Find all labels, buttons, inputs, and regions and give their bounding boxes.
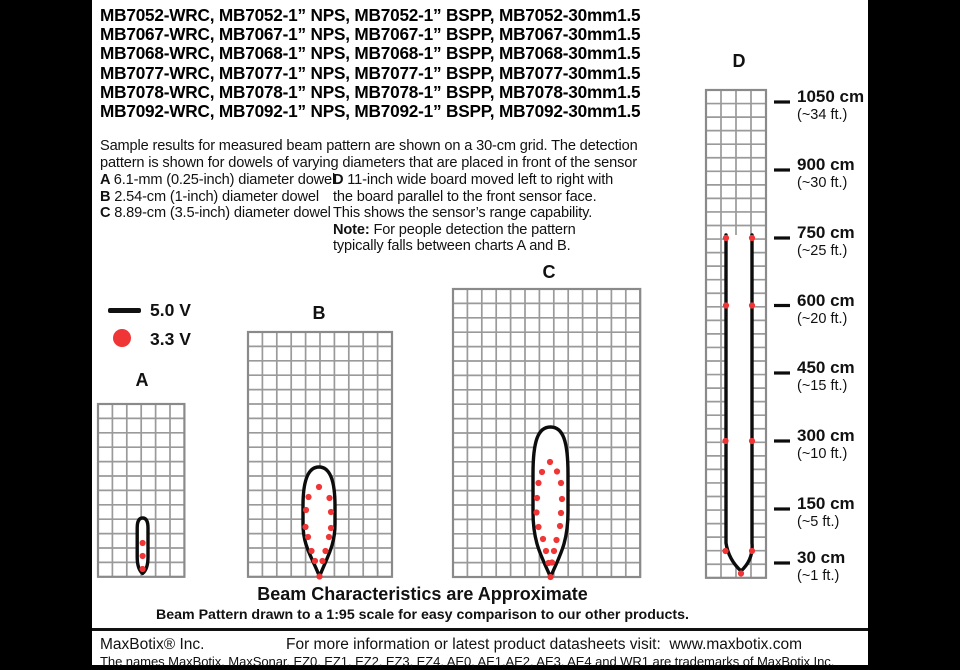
footer-company: MaxBotix® Inc. — [100, 636, 205, 653]
range-label — [797, 223, 855, 260]
model-number-list — [100, 6, 640, 121]
note-line: typically falls between charts A and B. — [333, 238, 571, 255]
intro-line: Sample results for measured beam pattern are shown on a 30-cm grid. The detection — [100, 138, 638, 154]
range-cm-value: 900 cm — [797, 155, 855, 174]
range-cm-value: 450 cm — [797, 358, 855, 377]
range-label — [797, 494, 855, 531]
chart-b-label: B — [312, 303, 326, 323]
intro-paragraph — [100, 138, 638, 171]
range-ft-value: (~30 ft.) — [797, 175, 848, 191]
caption-approximate: Beam Characteristics are Approximate — [257, 584, 588, 604]
range-ft-value: (~1 ft.) — [797, 568, 840, 584]
range-cm-value: 750 cm — [797, 223, 855, 242]
model-line: MB7078-WRC, MB7078-1” NPS, MB7078-1” BSPP, MB7078-30mm1.5 — [100, 81, 641, 102]
range-label — [797, 87, 864, 124]
legend-3v3-label: 3.3 V — [150, 329, 191, 349]
range-ft-value: (~20 ft.) — [797, 310, 848, 327]
range-cm-value: 30 cm — [797, 548, 846, 567]
dowel-item-c: C 8.89-cm (3.5-inch) diameter dowel — [100, 205, 331, 222]
chart-c-label: C — [542, 262, 556, 282]
dowel-list — [100, 172, 335, 222]
range-ft-value: (~15 ft.) — [797, 378, 848, 394]
footer-visit-text: For more information or latest product datasheets visit: www.maxbotix.com — [286, 636, 803, 653]
range-label — [797, 358, 855, 395]
note-line: Note: For people detection the pattern — [333, 221, 576, 238]
range-ft-value: (~10 ft.) — [797, 446, 848, 462]
range-ft-value: (~25 ft.) — [797, 243, 848, 259]
intro-line: pattern is shown for dowels of varying diameters that are placed in front of the sensor — [100, 154, 637, 171]
model-line: MB7077-WRC, MB7077-1” NPS, MB7077-1” BSPP, MB7077-30mm1.5 — [100, 62, 641, 83]
caption-scale: Beam Pattern drawn to a 1:95 scale for easy comparison to our other products. — [156, 607, 689, 623]
legend-5v-line-swatch — [108, 308, 141, 313]
board-description — [333, 172, 613, 255]
footer-rule — [92, 628, 868, 631]
model-line: MB7067-WRC, MB7067-1” NPS, MB7067-1” BSPP, MB7067-30mm1.5 — [100, 24, 641, 45]
board-line: This shows the sensor’s range capability. — [333, 205, 593, 222]
range-label — [797, 155, 855, 192]
board-line: the board parallel to the front sensor face. — [333, 188, 597, 205]
model-line: MB7068-WRC, MB7068-1” NPS, MB7068-1” BSPP, MB7068-30mm1.5 — [100, 43, 641, 64]
legend-3v3-dot-swatch — [113, 329, 131, 347]
range-ft-value: (~34 ft.) — [797, 107, 848, 123]
range-cm-value: 150 cm — [797, 494, 855, 513]
model-line: MB7092-WRC, MB7092-1” NPS, MB7092-1” BSPP, MB7092-30mm1.5 — [100, 101, 641, 122]
legend-5v-label: 5.0 V — [150, 300, 191, 320]
footer-trademark: The names MaxBotix, MaxSonar, EZ0, EZ1, EZ2, EZ3, EZ4, AE0, AE1,AE2, AE3, AE4 and WR1 are trademarks of MaxBotix Inc. — [100, 654, 835, 669]
dowel-item-b: B 2.54-cm (1-inch) diameter dowel — [100, 188, 319, 205]
range-label — [797, 426, 855, 463]
range-cm-value: 1050 cm — [797, 87, 865, 106]
range-ft-value: (~5 ft.) — [797, 514, 840, 530]
range-cm-value: 300 cm — [797, 426, 855, 445]
range-label — [797, 548, 845, 585]
chart-a-label: A — [135, 370, 149, 390]
model-line: MB7052-WRC, MB7052-1” NPS, MB7052-1” BSPP, MB7052-30mm1.5 — [100, 5, 641, 25]
range-label — [797, 291, 855, 328]
chart-d-label: D — [732, 51, 746, 71]
board-line: D 11-inch wide board moved left to right with — [333, 172, 614, 188]
range-cm-value: 600 cm — [797, 290, 855, 310]
dowel-item-a: A 6.1-mm (0.25-inch) diameter dowel — [100, 172, 336, 188]
